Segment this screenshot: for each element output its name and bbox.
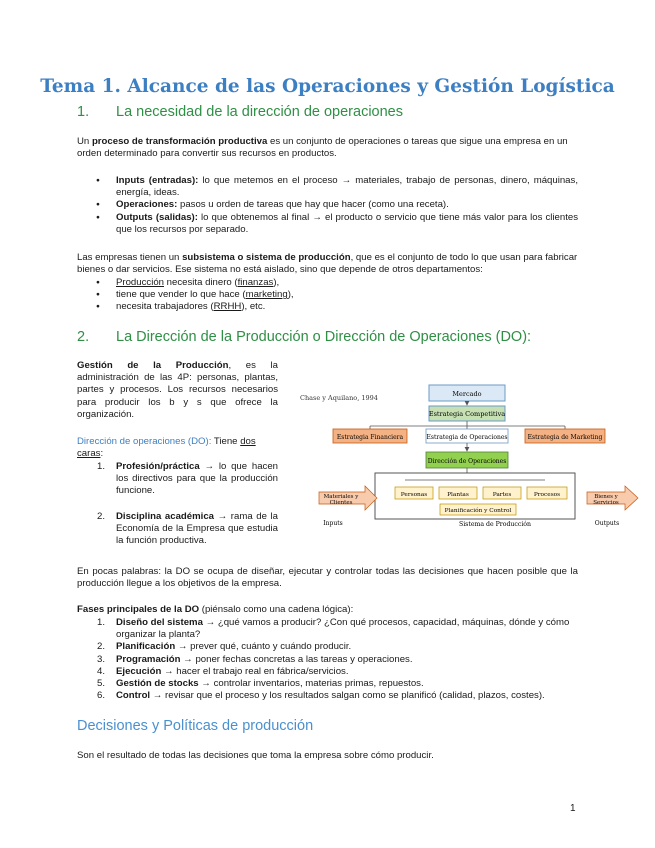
materiales-label-1: Materiales y	[323, 494, 359, 500]
fases-intro	[77, 604, 578, 616]
summary-paragraph: En pocas palabras: la DO se ocupa de diseñar, ejecutar y controlar todas las decisiones que hacen posible que la producción llegue a los objetivos de la empresa.	[77, 566, 578, 590]
fase-item	[77, 690, 578, 702]
fases-text: (piénsalo como una cadena lógica):	[199, 604, 354, 615]
cara-text: → rama de la Economía de la Empresa que estudia la función productiva.	[116, 510, 278, 547]
fase-number: 6.	[97, 690, 106, 702]
estrategia-operaciones-label: Estrategia de Operaciones	[426, 434, 508, 441]
fase-item	[77, 617, 578, 641]
section-3-text: Son el resultado de todas las decisiones que toma la empresa sobre cómo producir.	[77, 750, 434, 761]
estrategia-financiera-label: Estrategia Financiera	[336, 434, 404, 441]
dep-end: ),	[287, 289, 294, 301]
fase-item	[77, 666, 578, 678]
section-1-heading	[77, 104, 403, 120]
cara-number: 1.	[97, 461, 106, 472]
dep-item	[77, 289, 578, 301]
intro-paragraph	[77, 136, 578, 160]
fase-number: 3.	[97, 653, 106, 665]
operations-diagram	[295, 380, 645, 530]
section-1-title: La necesidad de la dirección de operaciones	[116, 104, 403, 120]
gestion-paragraph	[77, 360, 278, 421]
do-definition	[77, 436, 278, 460]
cara-bold: Disciplina académica	[116, 510, 214, 522]
fase-number: 5.	[97, 678, 106, 690]
fases-list	[77, 617, 578, 702]
fase-text: → poner fechas concretas a las tareas y operaciones.	[180, 653, 413, 665]
fase-text: → prever qué, cuánto y cuándo producir.	[175, 641, 352, 653]
sistema-label: Sistema de Producción	[458, 521, 532, 528]
fase-text: → ¿qué vamos a producir? ¿Con qué procesos, capacidad, máquinas, dónde y cómo organizar la planta?	[116, 617, 570, 641]
fase-bold: Planificación	[116, 641, 176, 653]
section-3-heading: Decisiones y Políticas de producción	[77, 718, 314, 734]
bullet-inputs	[77, 175, 578, 199]
fase-text: → revisar que el proceso y los resultados salgan como se planificó (calidad, plazos, costes).	[150, 690, 545, 702]
io-bullet-list	[77, 175, 578, 236]
dep-item	[77, 277, 578, 289]
dep-mid: necesita trabajadores (	[116, 301, 214, 313]
fase-number: 4.	[97, 665, 106, 677]
fase-bold: Gestión de stocks	[116, 678, 199, 690]
fase-item	[77, 654, 578, 666]
dep-underline: Producción	[116, 277, 164, 288]
mercado-label: Mercado	[452, 390, 482, 398]
intro-pre: Un	[77, 136, 92, 147]
para2-pre: Las empresas tienen un	[77, 252, 183, 263]
dep-underline: marketing	[245, 289, 288, 301]
dep-underline: RRHH	[213, 301, 242, 313]
bienes-label-1: Bienes y	[594, 494, 618, 500]
dep-underline: finanzas	[237, 277, 274, 288]
cara-item	[77, 461, 278, 498]
page-title: Tema 1. Alcance de las Operaciones y Gestión Logística	[40, 76, 615, 97]
bullet-bold: Operaciones:	[116, 199, 178, 211]
dep-item	[77, 301, 578, 313]
cara-item	[77, 511, 278, 548]
plantas-label: Plantas	[447, 492, 469, 498]
fase-bold: Programación	[116, 653, 181, 665]
fase-text: → hacer el trabajo real en fábrica/servicios.	[161, 665, 349, 677]
do-label: Dirección de operaciones (DO):	[77, 436, 212, 447]
diagram-credit: Chase y Aquilano, 1994	[300, 394, 378, 402]
fase-item	[77, 641, 578, 653]
subsistema-paragraph	[77, 252, 578, 276]
bullet-bold: Inputs (entradas):	[116, 175, 199, 186]
caras-list	[77, 461, 278, 547]
section-1-number: 1.	[77, 104, 90, 120]
dep-end: ),	[273, 277, 280, 288]
direccion-operaciones-label: Dirección de Operaciones	[427, 458, 507, 465]
para2-post: , que es el conjunto de todo lo que usan para fabricar bienes o dar servicios. Ese sistema no está aislado, sino que depende de otros departamentos:	[77, 252, 578, 276]
do-underline: dos caras	[77, 436, 256, 460]
fase-bold: Control	[116, 690, 151, 702]
cara-bold: Profesión/práctica	[116, 461, 200, 472]
intro-bold: proceso de transformación productiva	[91, 136, 268, 147]
materiales-label-2: Clientes	[329, 500, 353, 506]
personas-label: Personas	[400, 492, 428, 498]
planificacion-label: Planificación y Control	[444, 508, 512, 514]
bullet-text: lo que metemos en el proceso → materiales, trabajo de personas, dinero, máquinas, energía, ideas.	[116, 175, 578, 199]
do-text: Tiene	[211, 436, 241, 447]
fase-text: → controlar inventarios, materias primas, repuestos.	[198, 678, 424, 690]
section-2-number: 2.	[77, 329, 90, 345]
outputs-label: Outputs	[594, 520, 620, 527]
section-2-heading	[77, 329, 531, 345]
do-colon: :	[100, 448, 104, 460]
bienes-label-2: Servicios	[593, 500, 619, 506]
fase-number: 1.	[97, 617, 106, 628]
cara-number: 2.	[97, 510, 106, 522]
cara-text: → lo que hacen los directivos para que la producción funcione.	[116, 461, 278, 497]
fase-number: 2.	[97, 641, 106, 653]
partes-label: Partes	[492, 492, 512, 498]
dep-mid: necesita dinero (	[164, 277, 238, 288]
fase-bold: Ejecución	[116, 665, 162, 677]
bullet-outputs	[77, 212, 578, 236]
fase-item	[77, 678, 578, 690]
gestion-bold: Gestión de la Producción	[77, 360, 229, 371]
fases-bold: Fases principales de la DO	[77, 604, 200, 615]
intro-post: es un conjunto de operaciones o tareas que sigue una empresa en un orden determinado para convertir sus recursos en productos.	[77, 136, 568, 160]
bullet-text: pasos u orden de tareas que hay que hacer (como una receta).	[177, 199, 449, 211]
page-number: 1	[570, 803, 576, 814]
bullet-bold: Outputs (salidas):	[116, 211, 198, 223]
para2-bold: subsistema o sistema de producción	[182, 252, 351, 263]
bullet-operaciones	[77, 199, 578, 211]
section-2-title: La Dirección de la Producción o Dirección de Operaciones (DO):	[116, 329, 532, 345]
bullet-text: lo que obtenemos al final → el producto o servicio que tiene más valor para los clientes que los recursos por separado.	[116, 211, 578, 235]
estrategia-competitiva-label: Estrategia Competitiva	[428, 410, 506, 418]
departments-list	[77, 277, 578, 314]
dep-end: ), etc.	[241, 301, 266, 313]
estrategia-marketing-label: Estrategia de Marketing	[527, 434, 603, 441]
gestion-text: , es la administración de las 4P: personas, plantas, partes y procesos. Los recursos necesarios para producir los b y s que ofrece la organización.	[77, 360, 278, 420]
fase-bold: Diseño del sistema	[116, 617, 203, 628]
procesos-label: Procesos	[533, 492, 561, 498]
dep-mid: tiene que vender lo que hace (	[116, 289, 246, 301]
inputs-label: Inputs	[323, 520, 343, 527]
